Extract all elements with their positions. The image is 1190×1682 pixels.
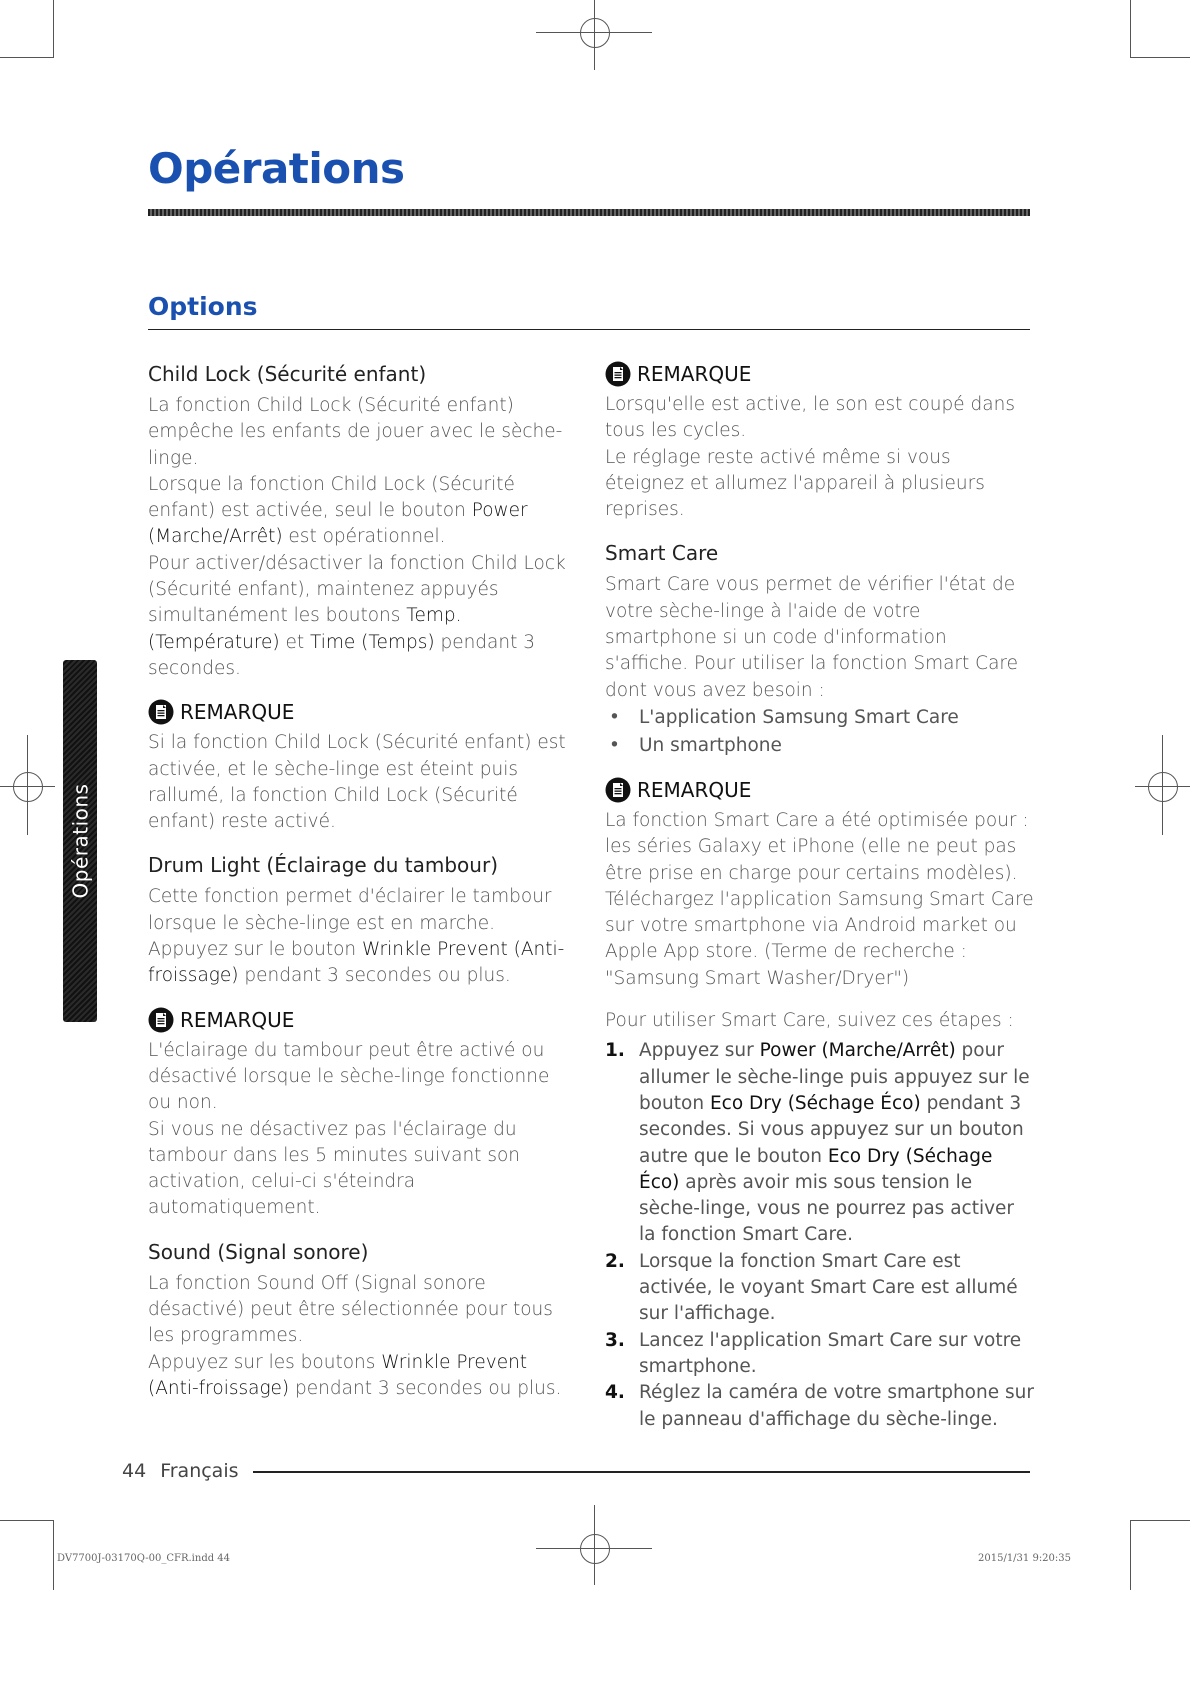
steps-list [605,1038,1035,1432]
sound-p1: La fonction Sound Off (Signal sonore désactivé) peut être sélectionnée pour tous les programmes. [148,1272,553,1347]
sound-heading: Sound (Signal sonore) [148,1239,369,1264]
note-label: REMARQUE [637,362,752,386]
child-lock-section [148,360,568,682]
side-tab [63,660,97,1022]
note-drum-light [148,1006,568,1222]
note-smart-care [605,776,1035,992]
steps-intro: Pour utiliser Smart Care, suivez ces étapes : [605,1010,1014,1032]
step-item: 1. Appuyez sur Power (Marche/Arrêt) pour allumer le sèche-linge puis appuyez sur le bouton Eco Dry (Séchage Éco) pendant 3 secondes. Si vous appuyez sur un bouton autre que le bouton Eco Dry (Séchage Éco) après avoir mis sous tension le sèche-linge, vous ne pourrez pas activer la fonction Smart Care. [605,1040,1030,1246]
print-date-info: 2015/1/31 9:20:35 [978,1553,1072,1564]
child-lock-heading: Child Lock (Sécurité enfant) [148,362,427,386]
note-icon [148,1007,174,1033]
smart-care-section [605,539,1035,759]
drum-light-p1: Cette fonction permet d'éclairer le tambour lorsque le sèche-linge est en marche. [148,886,552,934]
note-sound [605,360,1035,523]
note-text: La fonction Smart Care a été optimisée pour : les séries Galaxy et iPhone (elle ne peut pas être prise en charge pour certains modèles). Téléchargez l'application Samsung Smart Care sur votre smartphone via Android market ou Apple App store. (Terme de recherche : "Samsung Smart Washer/Dryer") [605,809,1034,989]
child-lock-p1: La fonction Child Lock (Sécurité enfant) empêche les enfants de jouer avec le sèche-linge. [148,395,563,469]
drum-light-heading: Drum Light (Éclairage du tambour) [148,853,498,878]
list-item: • L'application Samsung Smart Care [609,706,959,728]
requirements-list [605,704,1035,760]
smart-care-steps [605,1008,1035,1433]
sound-p2: Appuyez sur les boutons Wrinkle Prevent (Anti-froissage) pendant 3 secondes ou plus. [148,1351,562,1399]
left-column [148,360,568,1418]
smart-care-heading: Smart Care [605,541,719,566]
note-text-1: L'éclairage du tambour peut être activé ou désactivé lorsque le sèche-linge fonctionne ou non. [148,1039,550,1114]
step-item: 3. Lancez l'application Smart Care sur votre smartphone. [605,1329,1022,1377]
note-text-2: Si vous ne désactivez pas l'éclairage du tambour dans les 5 minutes suivant son activation, celui-ci s'éteindra automatiquement. [148,1118,520,1219]
side-tab-label: Opérations [68,783,93,899]
page-number: 44 [122,1460,147,1482]
section-rule [148,329,1030,330]
note-icon [605,361,631,387]
print-file-info: DV7700J-03170Q-00_CFR.indd 44 [57,1553,231,1564]
note-label: REMARQUE [180,700,295,725]
note-label: REMARQUE [180,1007,295,1032]
title-rule [148,209,1030,216]
note-child-lock [148,698,568,835]
list-item: • Un smartphone [609,734,782,756]
step-item: 2. Lorsque la fonction Smart Care est activée, le voyant Smart Care est allumé sur l'affichage. [605,1250,1018,1325]
step-item: 4. Réglez la caméra de votre smartphone sur le panneau d'affichage du sèche-linge. [605,1382,1034,1430]
note-icon [148,699,174,725]
drum-light-p2: Appuyez sur le bouton Wrinkle Prevent (Anti-froissage) pendant 3 secondes ou plus. [148,939,565,987]
footer-rule [253,1471,1030,1473]
section-title: Options [148,292,258,321]
right-column [605,360,1035,1449]
note-icon [605,777,631,803]
page-footer [122,1460,239,1482]
child-lock-p3: Pour activer/désactiver la fonction Child Lock (Sécurité enfant), maintenez appuyés simultanément les boutons Temp. (Température) et Time (Temps) pendant 3 secondes. [148,552,566,679]
child-lock-p2: Lorsque la fonction Child Lock (Sécurité enfant) est activée, seul le bouton Power (Marche/Arrêt) est opérationnel. [148,473,528,548]
note-text-1: Lorsqu'elle est active, le son est coupé dans tous les cycles. [605,394,1015,442]
note-text: Si la fonction Child Lock (Sécurité enfant) est activée, et le sèche-linge est éteint puis rallumé, la fonction Child Lock (Sécurité enfant) reste activé. [148,732,566,833]
footer-language: Français [160,1460,239,1482]
page-title: Opérations [148,144,405,193]
note-text-2: Le réglage reste activé même si vous éteignez et allumez l'appareil à plusieurs reprises. [605,446,985,521]
sound-section [148,1238,568,1402]
note-label: REMARQUE [637,777,752,802]
drum-light-section [148,851,568,989]
smart-care-p1: Smart Care vous permet de vérifier l'état de votre sèche-linge à l'aide de votre smartphone si un code d'information s'affiche. Pour utiliser la fonction Smart Care dont vous avez besoin : [605,574,1018,701]
